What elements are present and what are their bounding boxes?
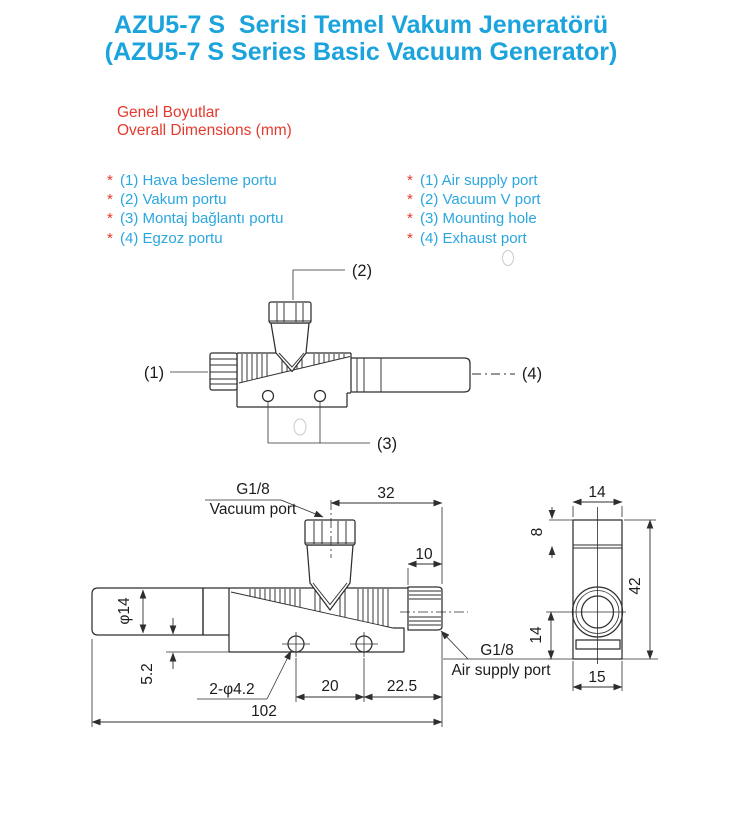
asterisk: * bbox=[407, 191, 413, 209]
dim-holes-text: 2-φ4.2 bbox=[209, 681, 255, 698]
asterisk: * bbox=[107, 229, 113, 247]
asterisk: * bbox=[107, 210, 113, 228]
dim-102-text: 102 bbox=[251, 703, 277, 720]
silencer-joint-lines bbox=[357, 358, 381, 392]
section-heading-english: Overall Dimensions (mm) bbox=[117, 122, 292, 139]
air-thread-label: G1/8 bbox=[480, 642, 514, 659]
dim-10-text: 10 bbox=[415, 546, 433, 563]
vacuum-thread-label: G1/8 bbox=[236, 481, 270, 498]
legend-item-label: (4) Exhaust port bbox=[420, 229, 527, 247]
dim-42-text: 42 bbox=[627, 577, 644, 595]
dimension-drawing bbox=[92, 481, 552, 727]
watermark-ellipse bbox=[294, 419, 306, 435]
asterisk: * bbox=[107, 191, 113, 209]
vacuum-hex-fitting bbox=[305, 520, 355, 545]
port-label-1: (1) bbox=[143, 364, 165, 382]
dim-14-top-text: 14 bbox=[588, 484, 606, 501]
holes-callout-leader bbox=[267, 651, 291, 699]
vacuum-nozzle bbox=[307, 545, 353, 610]
hole-crosshairs bbox=[282, 632, 378, 657]
mounting-hole bbox=[263, 391, 274, 402]
label2-leader bbox=[293, 270, 345, 300]
port-label-3: (3) bbox=[376, 435, 398, 453]
muffler-outline bbox=[92, 588, 203, 635]
legend-item-label: (3) Mounting hole bbox=[420, 210, 537, 228]
air-callout-leader bbox=[441, 631, 468, 659]
title-turkish: AZU5-7 S Serisi Temel Vakum Jeneratörü bbox=[113, 11, 609, 39]
dim-15-text: 15 bbox=[588, 669, 606, 686]
asterisk: * bbox=[407, 229, 413, 247]
dim-14-center-text: 14 bbox=[528, 626, 545, 644]
legend-item-label: (1) Hava besleme portu bbox=[120, 172, 277, 189]
watermark-ellipse bbox=[503, 251, 514, 266]
label3-leader bbox=[268, 402, 370, 443]
dim-phi14-text: φ14 bbox=[116, 597, 133, 625]
dim-8-text: 8 bbox=[529, 527, 546, 537]
legend-item-label: (4) Egzoz portu bbox=[120, 229, 223, 247]
title-english: (AZU5-7 S Series Basic Vacuum Generator) bbox=[104, 38, 618, 66]
legend-item-label: (2) Vacuum V port bbox=[420, 191, 541, 209]
section-heading-turkish: Genel Boyutlar bbox=[117, 104, 220, 121]
port-label-2: (2) bbox=[351, 262, 373, 280]
dim-32-text: 32 bbox=[377, 485, 395, 502]
legend-item-label: (2) Vakum portu bbox=[120, 191, 227, 209]
rib-diagonal bbox=[231, 592, 393, 628]
asterisk: * bbox=[407, 172, 413, 189]
air-port-outline bbox=[408, 587, 442, 630]
body-outline bbox=[203, 588, 408, 652]
dim-22-5-text: 22.5 bbox=[386, 678, 418, 695]
side-center-and-extension-lines bbox=[546, 506, 658, 691]
vacuum-port-label: Vacuum port bbox=[209, 501, 297, 518]
dim-20-text: 20 bbox=[321, 678, 339, 695]
base-slot bbox=[576, 640, 620, 649]
asterisk: * bbox=[107, 172, 113, 189]
vacuum-hex-fitting bbox=[269, 302, 311, 323]
overview-drawing bbox=[144, 262, 542, 453]
legend-item-label: (3) Montaj bağlantı portu bbox=[120, 210, 284, 228]
port-label-4: (4) bbox=[521, 365, 543, 383]
dim-5-2-text: 5.2 bbox=[139, 663, 156, 685]
mounting-hole bbox=[315, 391, 326, 402]
exhaust-silencer-outline bbox=[351, 358, 470, 392]
legend-item-label: (1) Air supply port bbox=[420, 172, 538, 189]
air-port-label: Air supply port bbox=[451, 662, 551, 679]
side-view bbox=[528, 484, 658, 691]
asterisk: * bbox=[407, 210, 413, 228]
